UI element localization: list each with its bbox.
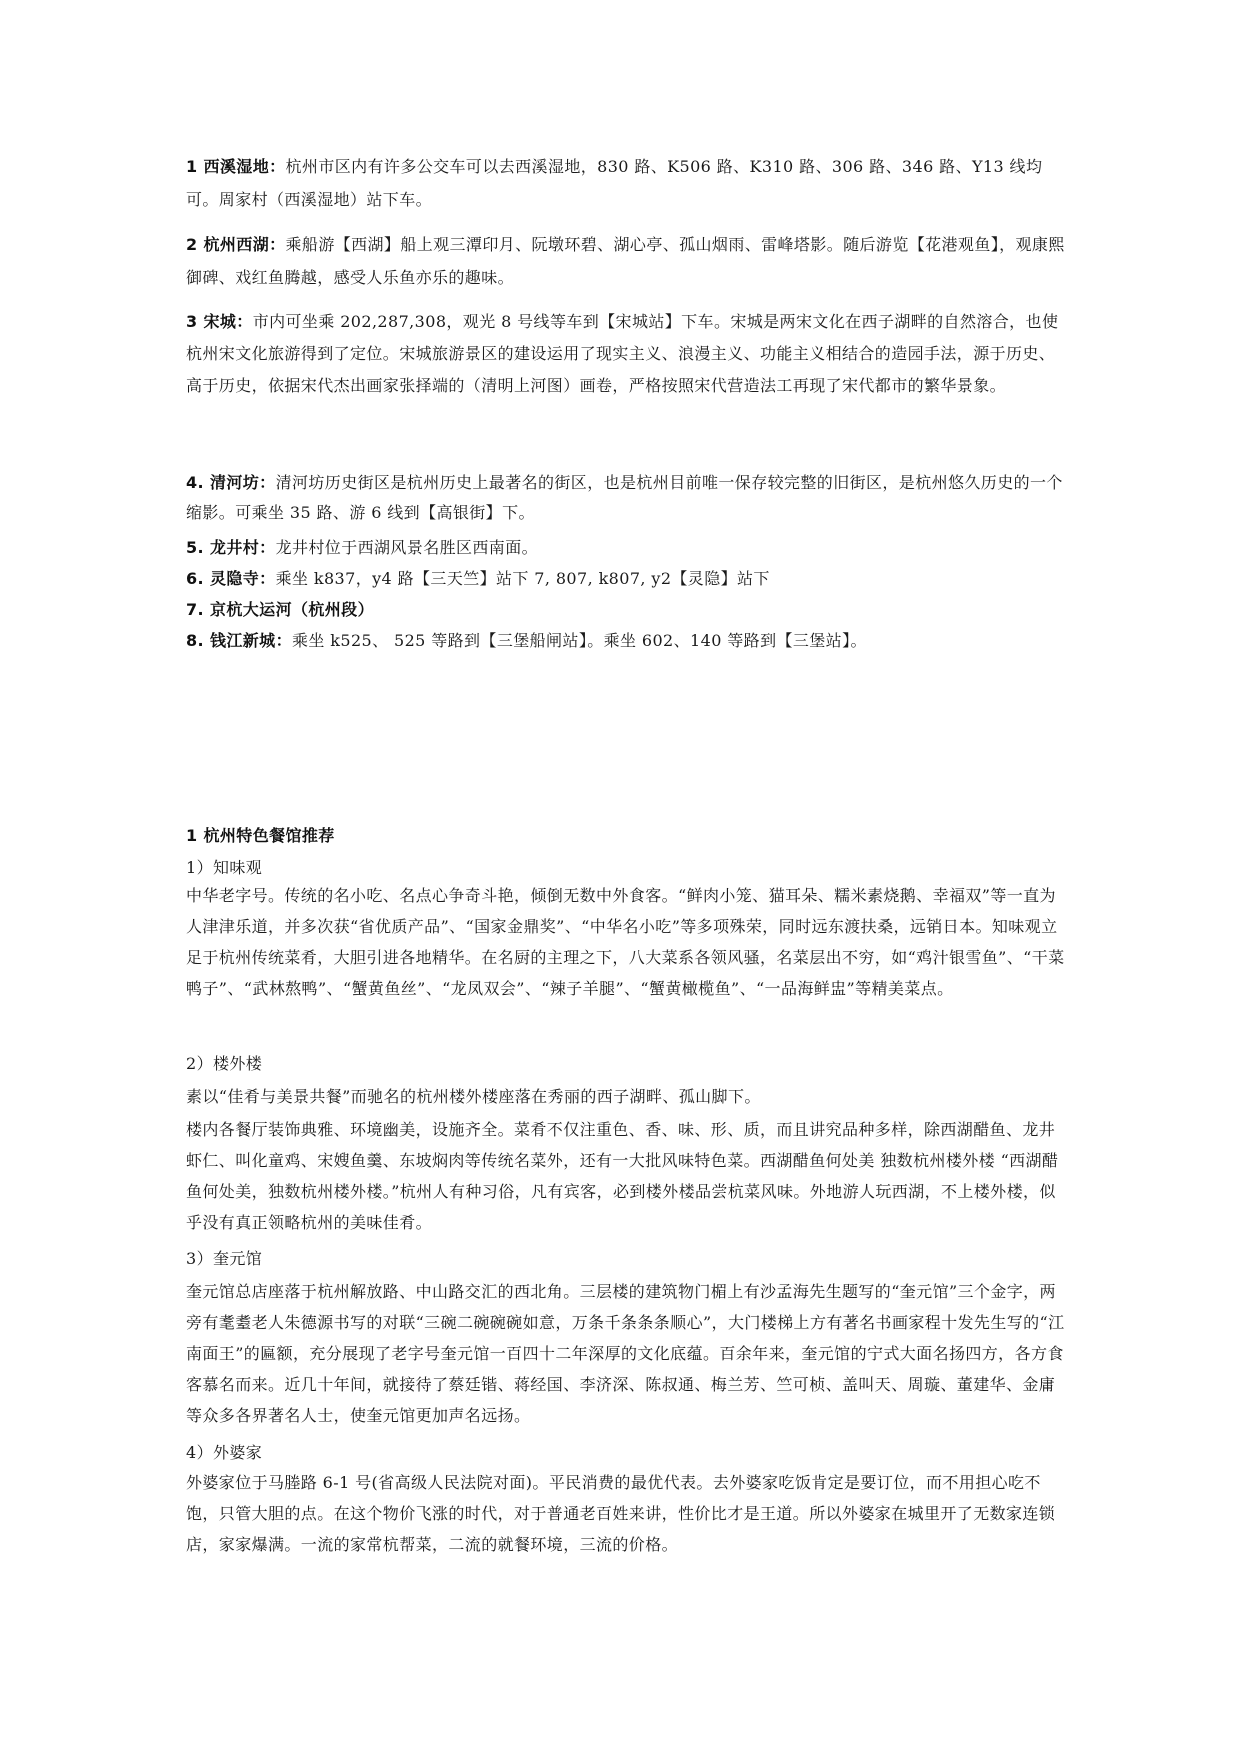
section-heading: 1 杭州特色餐馆推荐 xyxy=(186,826,335,845)
route-title: 6. 灵隐寺： xyxy=(186,569,276,588)
route-body: 杭州市区内有许多公交车可以去西溪湿地，830 路、K506 路、K310 路、306 路、346 路、Y13 线均可。周家村（西溪湿地）站下车。 xyxy=(186,157,1043,209)
route-title: 8. 钱江新城： xyxy=(186,631,292,650)
route-qianjiang-newtown xyxy=(186,629,1066,653)
restaurant-description: 楼内各餐厅装饰典雅、环境幽美，设施齐全。菜肴不仅注重色、香、味、形、质，而且讲究品种多样，除西湖醋鱼、龙井虾仁、叫化童鸡、宋嫂鱼羹、东坡焖肉等传统名菜外，还有一大批风味特色菜。西湖醋鱼何处美 独数杭州楼外楼 “西湖醋鱼何处美，独数杭州楼外楼。”杭州人有种习俗，凡有宾客，必到楼外楼品尝杭菜风味。外地游人玩西湖，不上楼外楼，似乎没有真正领略杭州的美味佳肴。 xyxy=(186,1120,1059,1232)
route-title: 7. 京杭大运河（杭州段） xyxy=(186,600,374,619)
route-body: 清河坊历史街区是杭州历史上最著名的街区，也是杭州目前唯一保存较完整的旧街区，是杭州悠久历史的一个缩影。可乘坐 35 路、游 6 线到【高银街】下。 xyxy=(186,473,1063,522)
route-xixi-wetland xyxy=(186,150,1066,216)
restaurant-description: 素以“佳肴与美景共餐”而驰名的杭州楼外楼座落在秀丽的西子湖畔、孤山脚下。 xyxy=(186,1087,761,1106)
route-title: 4. 清河坊： xyxy=(186,473,276,492)
restaurant-name: 2）楼外楼 xyxy=(186,1054,263,1073)
route-title: 2 杭州西湖： xyxy=(186,235,286,254)
route-body: 乘坐 k525、 525 等路到【三堡船闸站】。乘坐 602、140 等路到【三堡站】。 xyxy=(291,631,867,650)
restaurant-name: 1）知味观 xyxy=(186,858,263,877)
route-body: 乘船游【西湖】船上观三潭印月、阮墩环碧、湖心亭、孤山烟雨、雷峰塔影。随后游览【花港观鱼】，观康熙御碑、戏红鱼腾越，感受人乐鱼亦乐的趣味。 xyxy=(186,235,1065,287)
route-lingyin-temple xyxy=(186,567,1066,591)
route-west-lake xyxy=(186,228,1066,294)
route-longjing-village xyxy=(186,536,1066,560)
restaurant-description: 奎元馆总店座落于杭州解放路、中山路交汇的西北角。三层楼的建筑物门楣上有沙孟海先生题写的“奎元馆”三个金字，两旁有耄耋老人朱德源书写的对联“三碗二碗碗碗如意，万条千条条条顺心”，大门楼梯上方有著名书画家程十发先生写的“江南面王”的匾额，充分展现了老字号奎元馆一百四十二年深厚的文化底蕴。百余年来，奎元馆的宁式大面名扬四方，各方食客慕名而来。近几十年间，就接待了蔡廷锴、蒋经国、李济深、陈叔通、梅兰芳、竺可桢、盖叫天、周璇、董建华、金庸等众多各界著名人士，使奎元馆更加声名远扬。 xyxy=(186,1282,1065,1425)
route-title: 3 宋城： xyxy=(186,312,253,331)
restaurant-description: 中华老字号。传统的名小吃、名点心争奇斗艳，倾倒无数中外食客。“鲜肉小笼、猫耳朵、糯米素烧鹅、幸福双”等一直为人津津乐道，并多次获“省优质产品”、“国家金鼎奖”、“中华名小吃”等多项殊荣，同时远东渡扶桑，远销日本。知味观立足于杭州传统菜肴，大胆引进各地精华。在名厨的主理之下，八大菜系各领风骚，名菜层出不穷，如“鸡汁银雪鱼”、“干菜鸭子”、“武林熬鸭”、“蟹黄鱼丝”、“龙凤双会”、“辣子羊腿”、“蟹黄橄榄鱼”、“一品海鲜盅”等精美菜点。 xyxy=(186,886,1065,998)
restaurant-name: 3）奎元馆 xyxy=(186,1249,263,1268)
route-body: 龙井村位于西湖风景名胜区西南面。 xyxy=(275,538,538,557)
route-title: 1 西溪湿地： xyxy=(186,157,286,176)
restaurant-description: 外婆家位于马塍路 6-1 号(省高级人民法院对面)。平民消费的最优代表。去外婆家吃饭肯定是要订位，而不用担心吃不饱，只管大胆的点。在这个物价飞涨的时代，对于普通老百姓来讲，性价比才是王道。所以外婆家在城里开了无数家连锁店，家家爆满。一流的家常杭帮菜，二流的就餐环境，三流的价格。 xyxy=(186,1473,1056,1554)
route-qinghefang xyxy=(186,468,1066,528)
route-body: 乘坐 k837，y4 路【三天竺】站下 7, 807, k807, y2【灵隐】站下 xyxy=(275,569,770,588)
route-grand-canal xyxy=(186,598,1066,622)
restaurant-name: 4）外婆家 xyxy=(186,1443,263,1462)
route-body: 市内可坐乘 202,287,308，观光 8 号线等车到【宋城站】下车。宋城是两宋文化在西子湖畔的自然溶合，也使杭州宋文化旅游得到了定位。宋城旅游景区的建设运用了现实主义、浪漫主义、功能主义相结合的造园手法，源于历史、高于历史，依据宋代杰出画家张择端的（清明上河图）画卷，严格按照宋代营造法工再现了宋代都市的繁华景象。 xyxy=(186,312,1059,395)
route-title: 5. 龙井村： xyxy=(186,538,276,557)
route-songcheng xyxy=(186,306,1066,402)
